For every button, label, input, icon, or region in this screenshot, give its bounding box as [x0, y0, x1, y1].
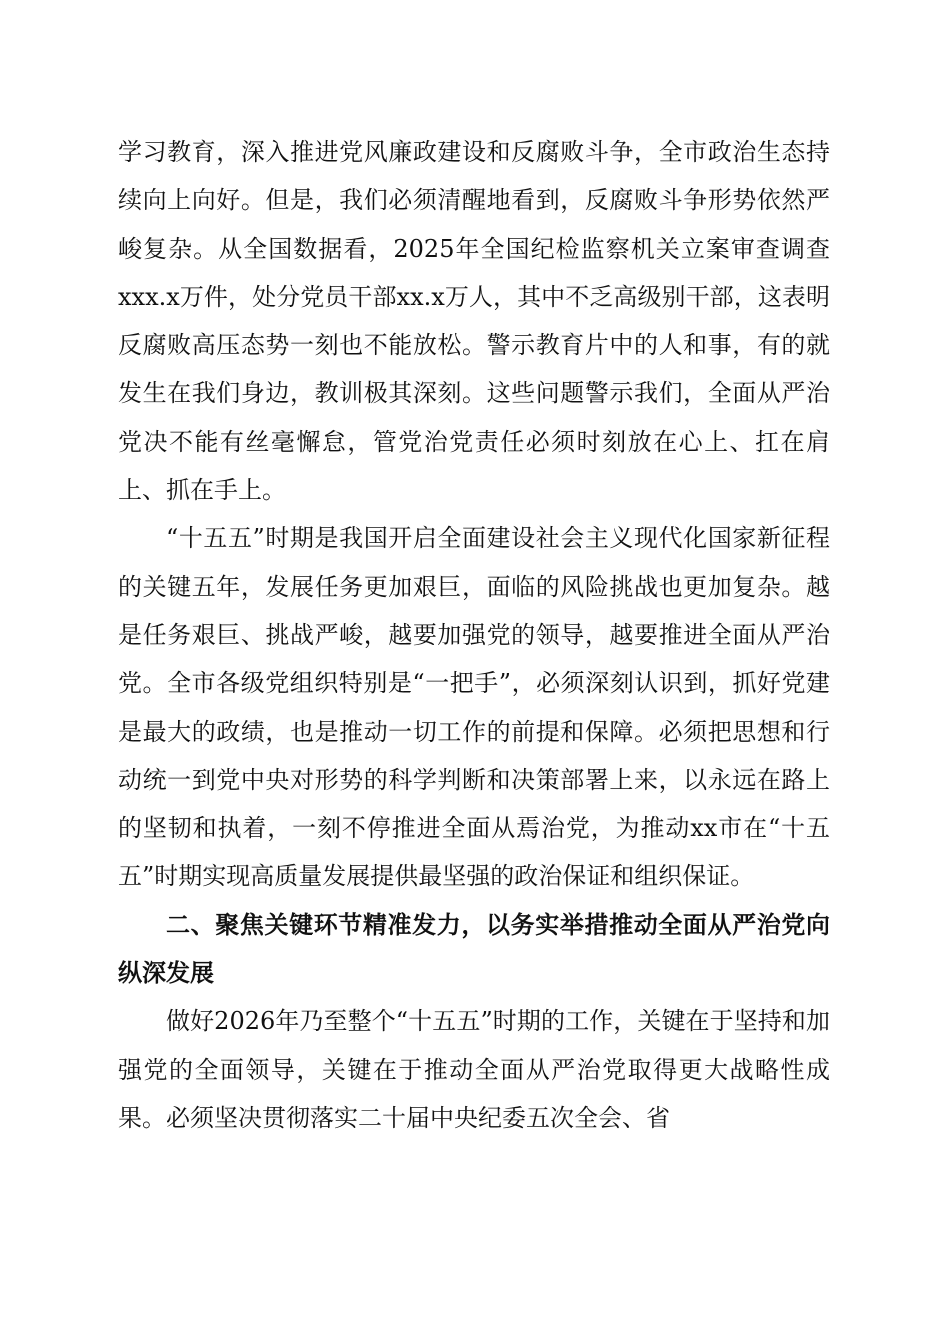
paragraph-after-heading: 做好2026年乃至整个“十五五”时期的工作，关键在于坚持和加强党的全面领导，关键在于推动全面从严治党取得更大战略性成果。必须坚决贯彻落实二十届中央纪委五次全会、省 [118, 1007, 830, 1132]
document-body [118, 128, 830, 1142]
section-heading-two: 二、聚焦关键环节精准发力，以务实举措推动全面从严治党向纵深发展 [118, 910, 830, 988]
paragraph-fifteenth-five-year: “十五五”时期是我国开启全面建设社会主义现代化国家新征程的关键五年，发展任务更加艰巨，面临的风险挑战也更加复杂。越是任务艰巨、挑战严峻，越要加强党的领导，越要推进全面从严治党。全市各级党组织特别是“一把手”，必须深刻认识到，抓好党建是最大的政绩，也是推动一切工作的前提和保障。必须把思想和行动统一到党中央对形势的科学判断和决策部署上来，以永远在路上的坚韧和执着，一刻不停推进全面从焉治党，为推动xx市在“十五五”时期实现高质量发展提供最坚强的政治保证和组织保证。 [118, 524, 830, 891]
paragraph-continued: 学习教育，深入推进党风廉政建设和反腐败斗争，全市政治生态持续向上向好。但是，我们必须清醒地看到，反腐败斗争形势依然严峻复杂。从全国数据看，2025年全国纪检监察机关立案审查调查xxx.x万件，处分党员干部xx.x万人，其中不乏高级别干部，这表明反腐败高压态势一刻也不能放松。警示教育片中的人和事，有的就发生在我们身边，教训极其深刻。这些问题警示我们，全面从严治党决不能有丝毫懈怠，管党治党责任必须时刻放在心上、扛在肩上、抓在手上。 [118, 138, 830, 505]
